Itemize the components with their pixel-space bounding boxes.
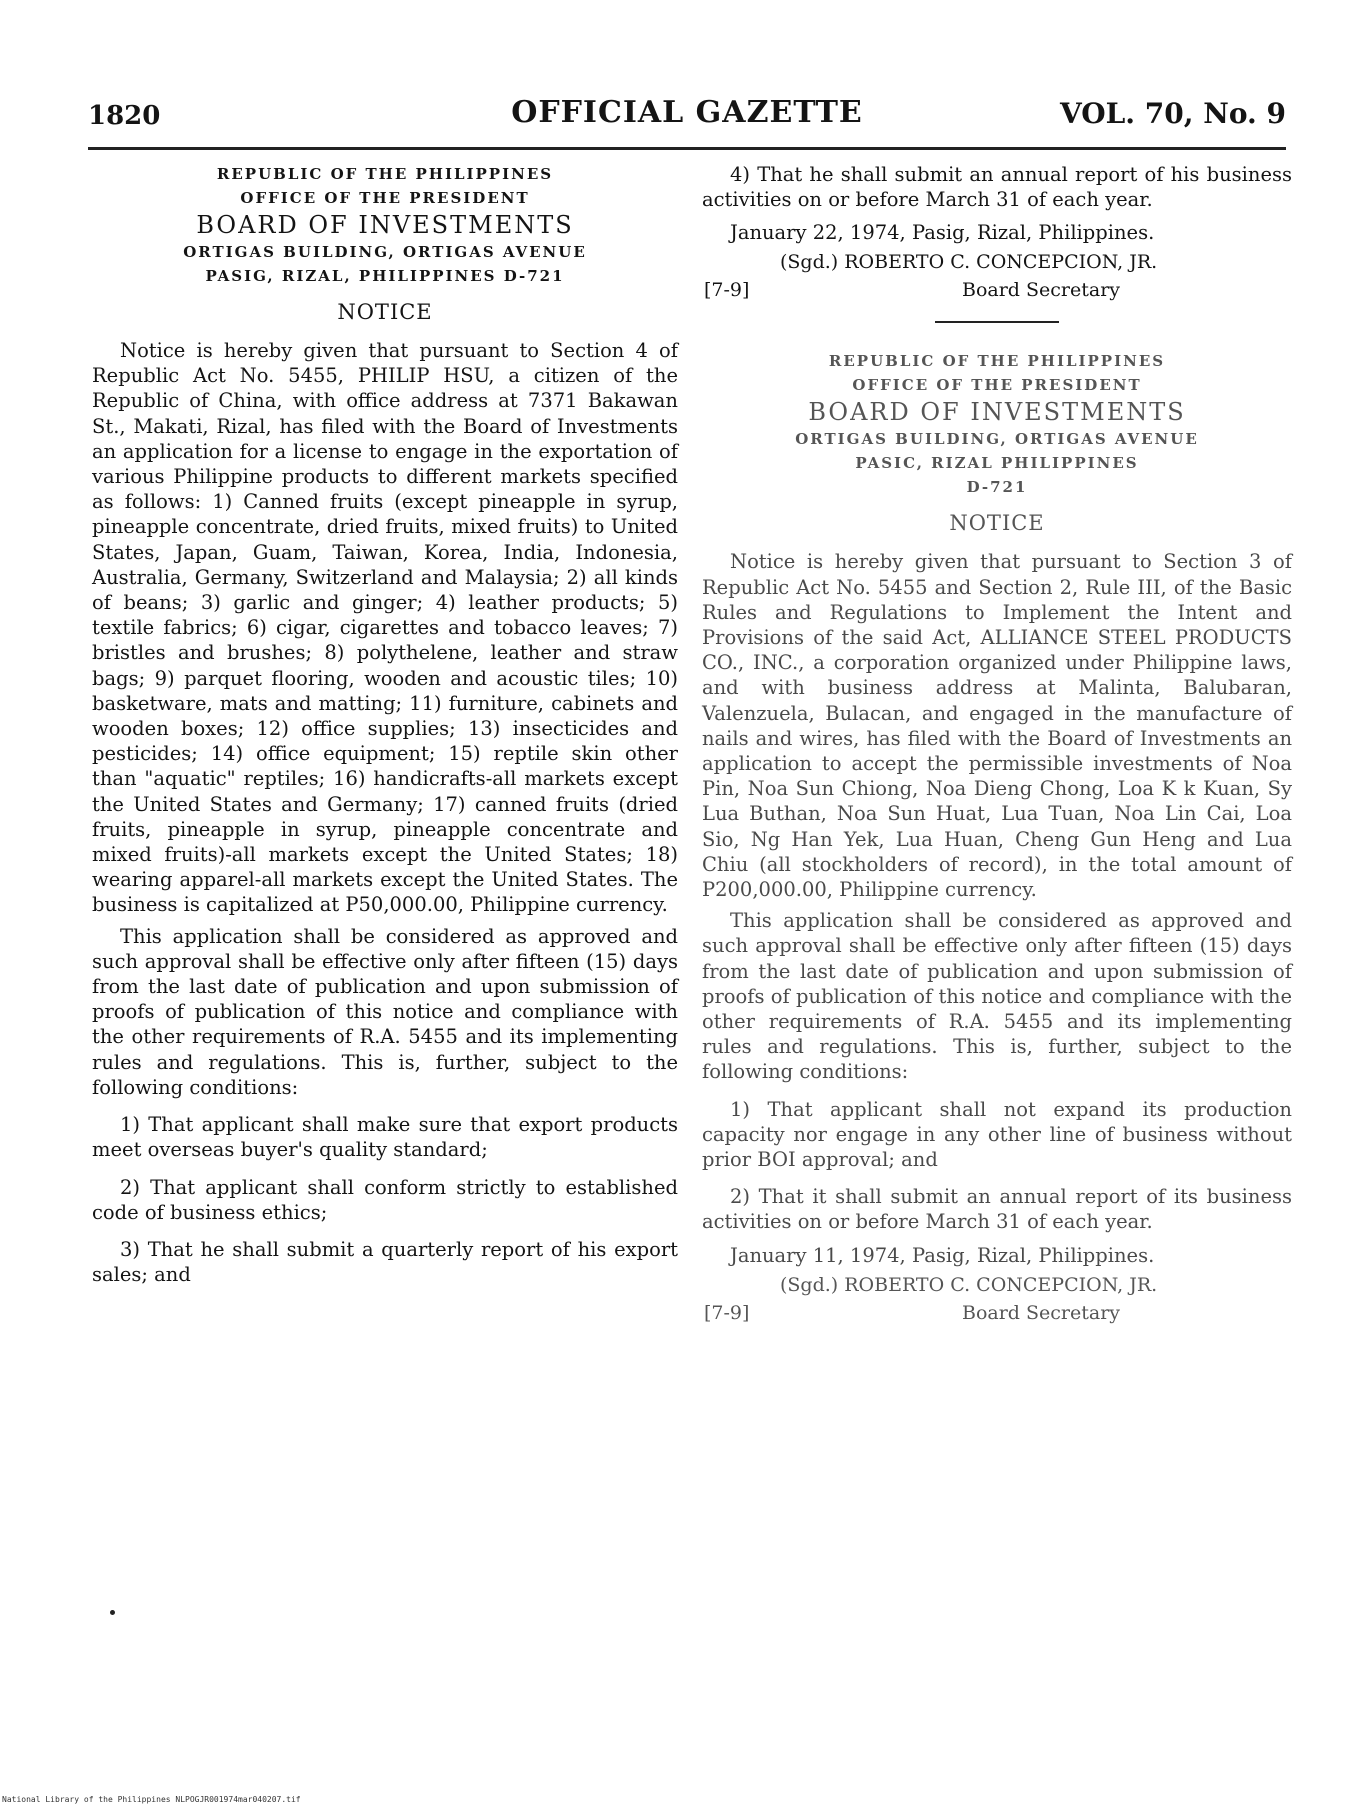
- notice-condition: 3) That he shall submit a quarterly report of his export sales; and: [92, 1237, 678, 1287]
- signatory-role: Board Secretary: [962, 279, 1121, 302]
- scan-speck: [110, 1610, 115, 1615]
- notice-condition: 1) That applicant shall make sure that export products meet overseas buyer's quality standard;: [92, 1113, 678, 1162]
- notice-heading-board: BOARD OF INVESTMENTS: [808, 398, 1186, 427]
- notice-heading-republic: REPUBLIC OF THE PHILIPPINES: [828, 352, 1166, 371]
- header-rule: [88, 147, 1286, 150]
- signature-name: (Sgd.) ROBERTO C. CONCEPCION, JR.: [780, 251, 1158, 274]
- notice-date: January 22, 1974, Pasig, Rizal, Philippines.: [730, 221, 1155, 245]
- notice-heading-address: ORTIGAS BUILDING, ORTIGAS AVENUE: [183, 243, 587, 261]
- signature-name: (Sgd.) ROBERTO C. CONCEPCION, JR.: [780, 1273, 1158, 1296]
- issue-code: [7-9]: [704, 1301, 750, 1324]
- page-number: 1820: [88, 101, 161, 131]
- page-header: [88, 95, 1286, 143]
- gazette-title: OFFICIAL GAZETTE: [511, 95, 863, 130]
- signature-block: [702, 1274, 1292, 1330]
- notice-condition: 2) That applicant shall conform strictly to established code of business ethics;: [92, 1175, 678, 1224]
- notice-heading-office: OFFICE OF THE PRESIDENT: [852, 376, 1142, 395]
- notice-paragraph: This application shall be considered as approved and such approval shall be effective only after fifteen (15) days from the last date of publication and upon submission of proofs of publication of this notice and compliance with the other requirements of R.A. 5455 and its implementing rules and regulations. This is, further, subject to the following conditions:: [92, 924, 678, 1099]
- section-divider: [935, 321, 1059, 323]
- issue-code: [7-9]: [704, 279, 750, 302]
- right-column: [702, 162, 1292, 1330]
- notice-heading-code: D-721: [966, 478, 1028, 497]
- notice-title: NOTICE: [949, 511, 1045, 536]
- notice-heading-city: PASIG, RIZAL, PHILIPPINES D-721: [205, 267, 565, 285]
- signatory-role: Board Secretary: [962, 1301, 1121, 1324]
- signature-block: [702, 251, 1292, 307]
- notice-heading-office: OFFICE OF THE PRESIDENT: [240, 189, 530, 207]
- notice-alliance-steel: [702, 349, 1292, 1329]
- notice-paragraph: This application shall be considered as approved and such approval shall be effective only after fifteen (15) days from the last date of publication and upon submission of proofs of publication of this notice and compliance with the other requirements of R.A. 5455 and its implementing rules and regulations. This is, further, subject to the following conditions:: [702, 909, 1292, 1084]
- volume-number: VOL. 70, No. 9: [1059, 97, 1286, 130]
- notice-heading-board: BOARD OF INVESTMENTS: [196, 211, 574, 239]
- notice-paragraph: Notice is hereby given that pursuant to Section 3 of Republic Act No. 5455 and Section 2, Rule III, of the Basic Rules and Regulations to Implement the Intent and Provisions of the said Act, ALLIANCE STEEL PRODUCTS CO., INC., a corporation organized under Philippine laws, and with business address at Malinta, Balubaran, Valenzuela, Bulacan, and engaged in the manufacture of nails and wires, has filed with the Board of Investments an application to accept the permissible investments of Noa Pin, Noa Sun Chiong, Noa Dieng Chong, Loa K k Kuan, Sy Lua Buthan, Noa Sun Huat, Lua Tuan, Noa Lin Cai, Loa Sio, Ng Han Yek, Lua Huan, Cheng Gun Heng and Lua Chiu (all stockholders of record), in the total amount of P200,000.00, Philippine currency.: [702, 550, 1292, 902]
- notice-condition: 2) That it shall submit an annual report of its business activities on or before March 31 of each year.: [702, 1185, 1292, 1234]
- notice-heading-city: PASIC, RIZAL PHILIPPINES: [855, 454, 1139, 473]
- notice-condition: 1) That applicant shall not expand its production capacity nor engage in any other line of business without prior BOI approval; and: [702, 1097, 1292, 1172]
- notice-heading-address: ORTIGAS BUILDING, ORTIGAS AVENUE: [795, 430, 1199, 449]
- notice-condition: 4) That he shall submit an annual report of his business activities on or before March 31 of each year.: [702, 163, 1292, 212]
- notice-heading-republic: REPUBLIC OF THE PHILIPPINES: [216, 165, 554, 183]
- notice-title: NOTICE: [337, 300, 433, 324]
- notice-date: January 11, 1974, Pasig, Rizal, Philippines.: [730, 1243, 1155, 1267]
- scan-footer: National Library of the Philippines NLPOGJR001974mar040207.tif: [2, 1795, 301, 1804]
- notice-philip-hsu: [92, 162, 678, 1293]
- notice-paragraph: Notice is hereby given that pursuant to Section 4 of Republic Act No. 5455, PHILIP HSU, a citizen of the Republic of China, with office address at 7371 Bakawan St., Makati, Rizal, has filed with the Board of Investments an application for a license to engage in the exportation of various Philippine products to different markets specified as follows: 1) Canned fruits (except pineapple in syrup, pineapple concentrate, dried fruits, mixed fruits) to United States, Japan, Guam, Taiwan, Korea, India, Indonesia, Australia, Germany, Switzerland and Malaysia; 2) all kinds of beans; 3) garlic and ginger; 4) leather products; 5) textile fabrics; 6) cigar, cigarettes and tobacco leaves; 7) bristles and brushes; 8) polythelene, leather and straw bags; 9) parquet flooring, wooden and acoustic tiles; 10) basketware, mats and matting; 11) furniture, cabinets and wooden boxes; 12) office supplies; 13) insecticides and pesticides; 14) office equipment; 15) reptile skin other than "aquatic" reptiles; 16) handicrafts-all markets except the United States and Germany; 17) canned fruits (dried fruits, pineapple in syrup, pineapple concentrate and mixed fruits)-all markets except the United States; 18) wearing apparel-all markets except the United States. The business is capitalized at P50,000.00, Philippine currency.: [92, 339, 678, 917]
